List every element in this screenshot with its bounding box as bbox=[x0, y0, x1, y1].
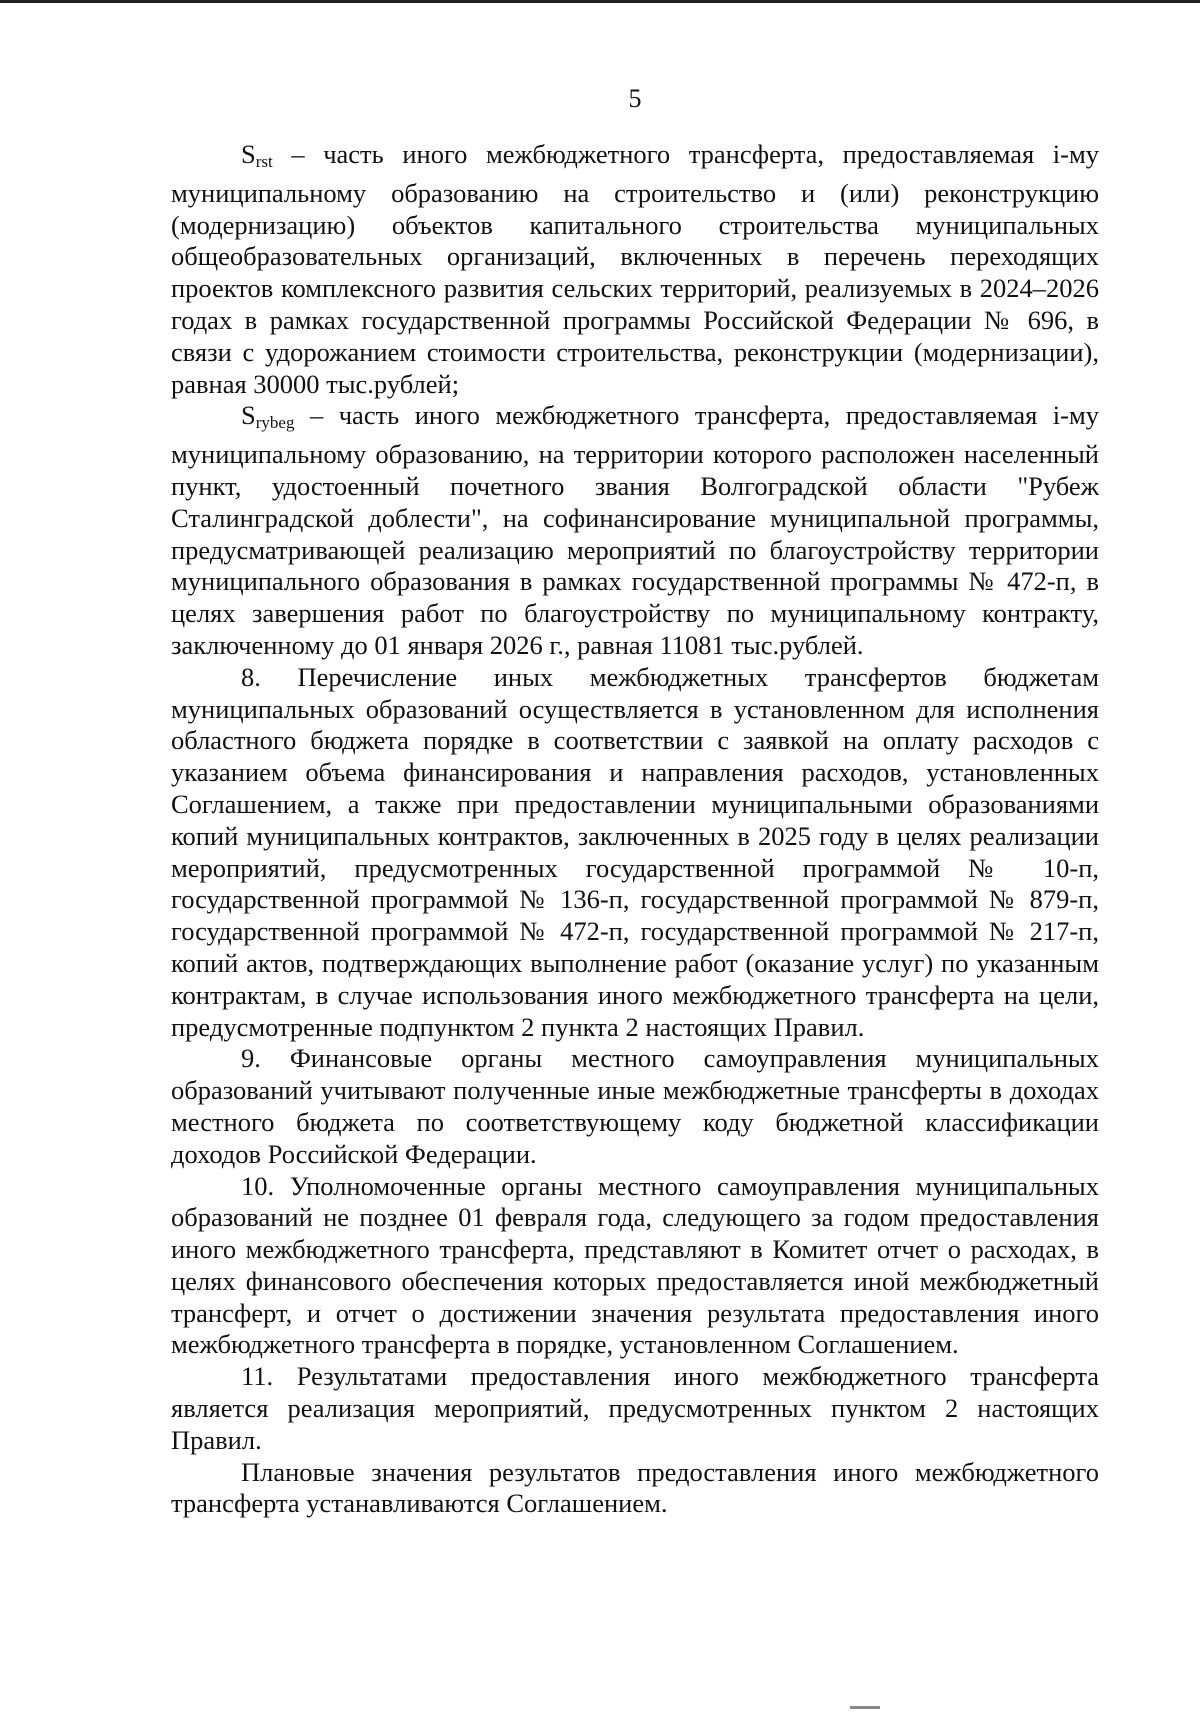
paragraph-text: – часть иного межбюджетного трансферта, предоставляемая i-му муниципальному образованию, на территории которого расположен населенный пункт, удостоенный почетного звания Волгоградской области "Рубеж Сталинградской доблести", на софинансирование муниципальной программы, предусматривающей реализацию мероприятий по благоустройству территории муниципального образования в рамках государственной программы № 472-п, в целях завершения работ по благоустройству по муниципальному контракту, заключенному до 01 января 2026 г., равная 11081 тыс.рублей. bbox=[171, 400, 1099, 660]
paragraph-srst bbox=[171, 139, 1099, 400]
paragraph-srybeg bbox=[171, 400, 1099, 661]
formula-subscript: rst bbox=[255, 152, 273, 171]
paragraph-item-10: 10. Уполномоченные органы местного самоуправления муниципальных образований не позднее 01 февраля года, следующего за годом предоставления иного межбюджетного трансферта, представляют в Комитет отчет о расходах, в целях финансового обеспечения которых предоставляется иной межбюджетный трансферт, и отчет о достижении значения результата предоставления иного межбюджетного трансферта в порядке, установленном Соглашением. bbox=[171, 1170, 1099, 1360]
paragraph-item-8: 8. Перечисление иных межбюджетных трансфертов бюджетам муниципальных образований осуществляется в установленном для исполнения областного бюджета порядке в соответствии с заявкой на оплату расходов с указанием объема финансирования и направления расходов, установленных Соглашением, а также при предоставлении муниципальными образованиями копий муниципальных контрактов, заключенных в 2025 году в целях реализации мероприятий, предусмотренных государственной программой № 10-п, государственной программой № 136-п, государственной программой № 879-п, государственной программой № 472-п, государственной программой № 217-п, копий актов, подтверждающих выполнение работ (оказание услуг) по указанным контрактам, в случае использования иного межбюджетного трансферта на цели, предусмотренные подпунктом 2 пункта 2 настоящих Правил. bbox=[171, 661, 1099, 1042]
scan-mark bbox=[850, 1706, 880, 1709]
top-scan-border bbox=[0, 0, 1200, 3]
paragraph-text: – часть иного межбюджетного трансферта, предоставляемая i-му муниципальному образованию на строительство и (или) реконструкцию (модернизацию) объектов капитального строительства муниципальных общеобразовательных организаций, включенных в перечень переходящих проектов комплексного развития сельских территорий, реализуемых в 2024–2026 годах в рамках государственной программы Российской Федерации № 696, в связи с удорожанием стоимости строительства, реконструкции (модернизации), равная 30000 тыс.рублей; bbox=[171, 139, 1099, 399]
formula-subscript: rybeg bbox=[255, 413, 295, 433]
formula-symbol: S bbox=[241, 139, 256, 169]
paragraph-item-9: 9. Финансовые органы местного самоуправления муниципальных образований учитывают полученные иные межбюджетные трансферты в доходах местного бюджета по соответствующему коду бюджетной классификации доходов Российской Федерации. bbox=[171, 1043, 1099, 1169]
paragraph-item-11: 11. Результатами предоставления иного межбюджетного трансферта является реализация мероприятий, предусмотренных пунктом 2 настоящих Правил. bbox=[171, 1361, 1099, 1455]
formula-symbol: S bbox=[241, 400, 256, 431]
document-body bbox=[171, 139, 1099, 1520]
page-number: 5 bbox=[628, 84, 642, 113]
paragraph-planned-values: Плановые значения результатов предоставления иного межбюджетного трансферта устанавливаются Соглашением. bbox=[171, 1456, 1099, 1519]
